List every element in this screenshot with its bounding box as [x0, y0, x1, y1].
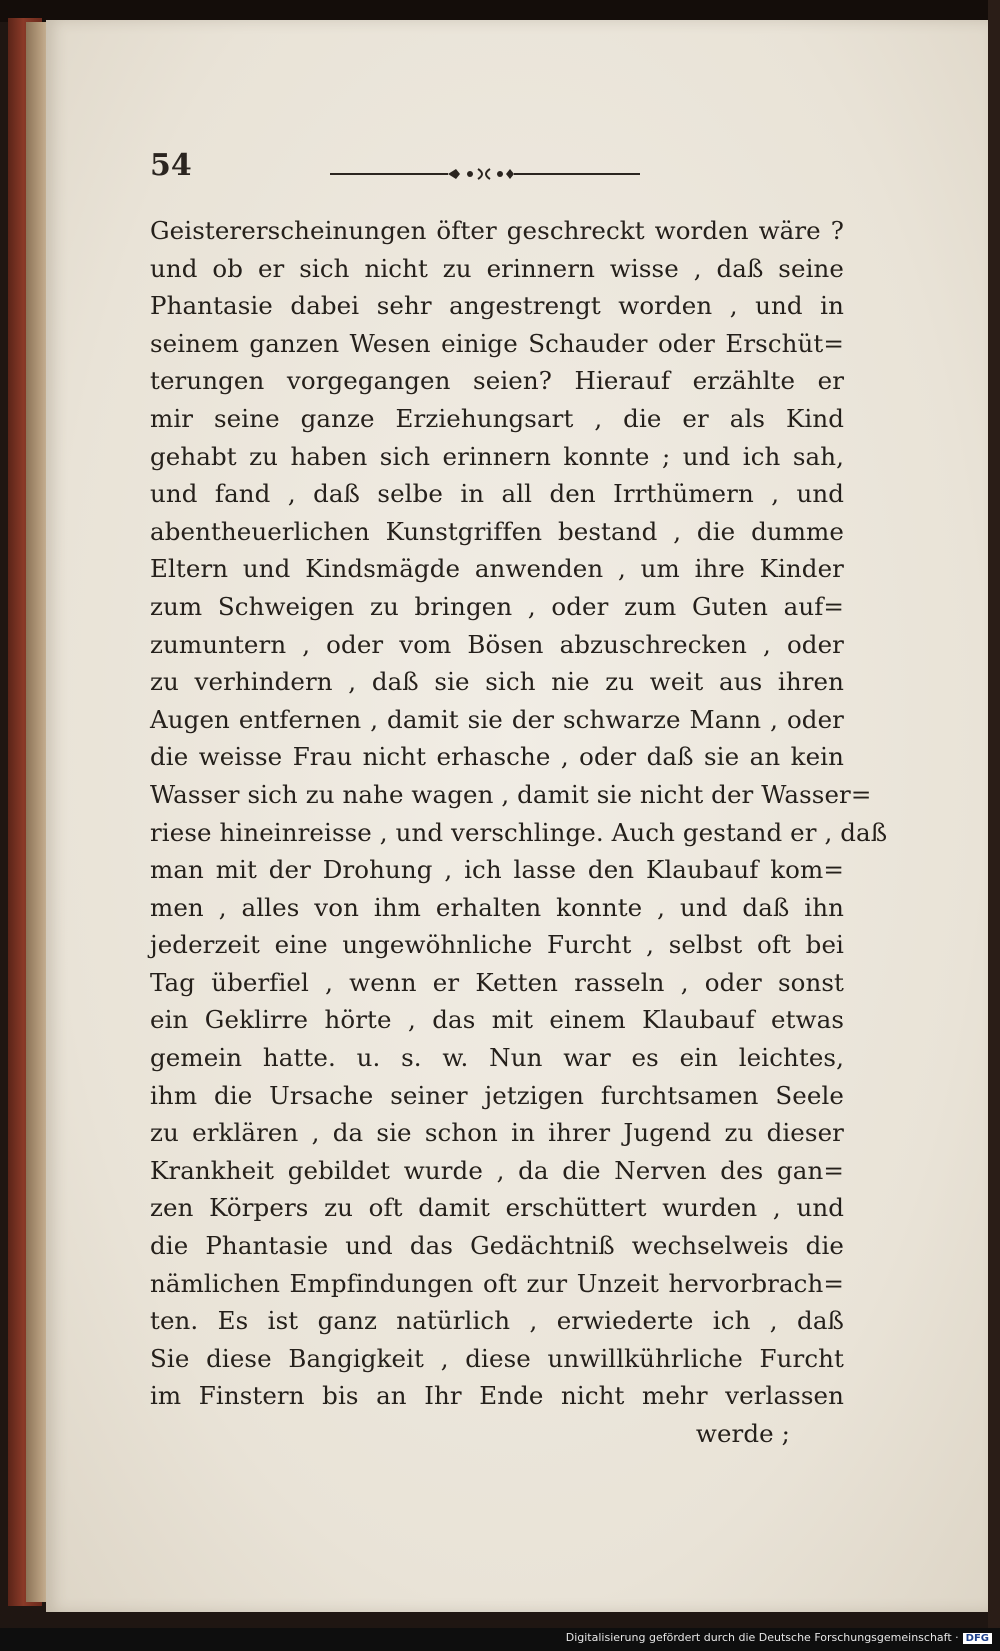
text-line: ten. Es ist ganz natürlich , erwiederte ich , daß [150, 1306, 844, 1336]
text-line: Wasser sich zu nahe wagen , damit sie nicht der Wasser= [150, 779, 872, 809]
text-line: Phantasie dabei sehr angestrengt worden , und in [150, 291, 844, 321]
text-line: seinem ganzen Wesen einige Schauder oder Erschüt= [150, 328, 844, 358]
text-line: Sie diese Bangigkeit , diese unwillkührliche Furcht [150, 1343, 844, 1373]
text-line: nämlichen Empfindungen oft zur Unzeit hervorbrach= [150, 1268, 844, 1298]
text-line: gemein hatte. u. s. w. Nun war es ein leichtes, [150, 1043, 844, 1073]
ornament-rule-icon [330, 166, 640, 182]
text-line: ein Geklirre hörte , das mit einem Klaubauf etwas [150, 1005, 844, 1035]
text-line: die weisse Frau nicht erhasche , oder daß sie an kein [150, 742, 844, 772]
scan-right-border [988, 0, 1000, 1651]
text-line: Geistererscheinungen öfter geschreckt worden wäre ? [150, 216, 844, 245]
text-line: die Phantasie und das Gedächtniß wechselweis die [150, 1231, 844, 1261]
text-line: zu erklären , da sie schon in ihrer Jugend zu dieser [150, 1118, 844, 1148]
catchword: werde ; [695, 1419, 790, 1448]
text-line: zen Körpers zu oft damit erschüttert wurden , und [150, 1193, 844, 1223]
digitization-credit [566, 1631, 992, 1644]
text-line: und ob er sich nicht zu erinnern wisse , daß seine [150, 253, 844, 283]
dfg-logo: DFG [963, 1633, 992, 1644]
text-line: Krankheit gebildet wurde , da die Nerven des gan= [150, 1155, 844, 1185]
scan-top-border [0, 0, 1000, 22]
text-line: riese hineinreisse , und verschlinge. Auch gestand er , daß [150, 817, 888, 847]
text-line: zu verhindern , daß sie sich nie zu weit aus ihren [150, 667, 844, 697]
page-header [150, 148, 710, 188]
text-line: terungen vorgegangen seien? Hierauf erzählte er [150, 366, 844, 396]
text-line: im Finstern bis an Ihr Ende nicht mehr verlassen [150, 1381, 844, 1411]
text-line: gehabt zu haben sich erinnern konnte ; und ich sah, [150, 441, 844, 471]
text-line: Augen entfernen , damit sie der schwarze Mann , oder [150, 704, 844, 734]
page-number: 54 [150, 148, 192, 183]
text-line: men , alles von ihm erhalten konnte , und daß ihn [150, 892, 844, 922]
text-line: man mit der Drohung , ich lasse den Klaubauf kom= [150, 855, 844, 885]
text-line: mir seine ganze Erziehungsart , die er als Kind [150, 403, 844, 433]
text-line: Tag überfiel , wenn er Ketten rasseln , oder sonst [150, 967, 844, 997]
credit-text: Digitalisierung gefördert durch die Deutsche Forschungsgemeinschaft · [565, 1631, 959, 1644]
text-line: zum Schweigen zu bringen , oder zum Guten auf= [150, 591, 844, 621]
text-line: jederzeit eine ungewöhnliche Furcht , selbst oft bei [150, 930, 844, 960]
text-line: und fand , daß selbe in all den Irrthümern , und [150, 479, 844, 509]
text-line: Eltern und Kindsmägde anwenden , um ihre Kinder [150, 554, 844, 584]
text-line: zumuntern , oder vom Bösen abzuschrecken , oder [150, 629, 844, 659]
text-line: ihm die Ursache seiner jetzigen furchtsamen Seele [150, 1080, 844, 1110]
text-line: abentheuerlichen Kunstgriffen bestand , die dumme [150, 516, 844, 546]
body-text [150, 212, 888, 1453]
